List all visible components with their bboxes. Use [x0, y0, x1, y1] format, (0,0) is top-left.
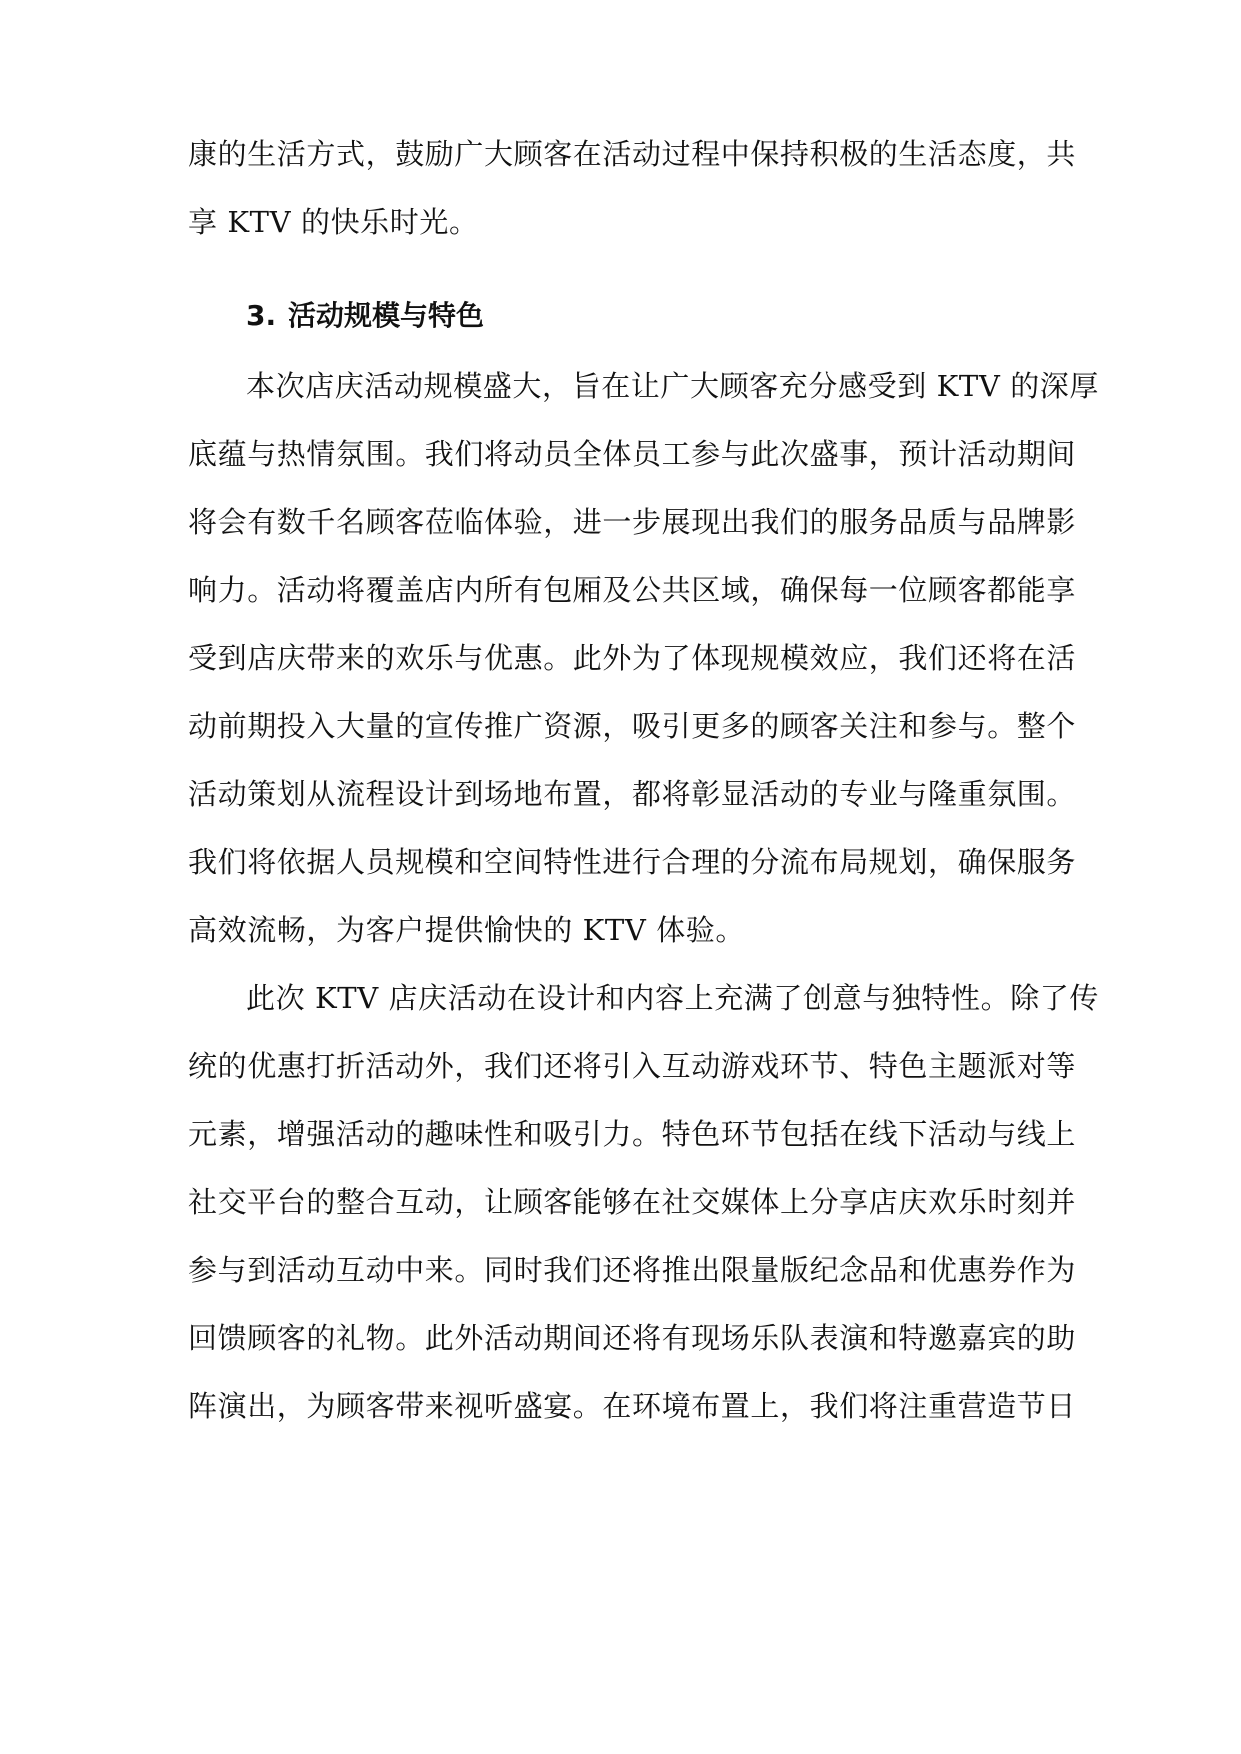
body-text-line: 康的生活方式，鼓励广大顾客在活动过程中保持积极的生活态度，共 — [188, 137, 1077, 171]
body-text-line: 回馈顾客的礼物。此外活动期间还将有现场乐队表演和特邀嘉宾的助 — [188, 1321, 1077, 1355]
body-text-line: 参与到活动互动中来。同时我们还将推出限量版纪念品和优惠券作为 — [188, 1253, 1077, 1287]
body-text-line: 受到店庆带来的欢乐与优惠。此外为了体现规模效应，我们还将在活 — [188, 641, 1077, 675]
body-text-line: 统的优惠打折活动外，我们还将引入互动游戏环节、特色主题派对等 — [188, 1049, 1077, 1083]
body-text-line: 元素，增强活动的趣味性和吸引力。特色环节包括在线下活动与线上 — [188, 1117, 1077, 1151]
section-number: 3. — [246, 299, 277, 332]
body-text-line: 响力。活动将覆盖店内所有包厢及公共区域，确保每一位顾客都能享 — [188, 573, 1077, 607]
body-text-line: 活动策划从流程设计到场地布置，都将彰显活动的专业与隆重氛围。 — [188, 777, 1077, 811]
body-text-line: 我们将依据人员规模和空间特性进行合理的分流布局规划，确保服务 — [188, 845, 1077, 879]
body-text-line: 阵演出，为顾客带来视听盛宴。在环境布置上，我们将注重营造节日 — [188, 1389, 1077, 1423]
body-text-line: 将会有数千名顾客莅临体验，进一步展现出我们的服务品质与品牌影 — [188, 505, 1077, 539]
paragraph-first-line: 此次 KTV 店庆活动在设计和内容上充满了创意与独特性。除了传 — [246, 981, 1099, 1015]
paragraph-first-line: 本次店庆活动规模盛大，旨在让广大顾客充分感受到 KTV 的深厚 — [246, 369, 1099, 403]
body-text-line: 社交平台的整合互动，让顾客能够在社交媒体上分享店庆欢乐时刻并 — [188, 1185, 1077, 1219]
body-text-line: 享 KTV 的快乐时光。 — [188, 205, 479, 239]
section-title: 活动规模与特色 — [288, 299, 485, 332]
body-text-line: 动前期投入大量的宣传推广资源，吸引更多的顾客关注和参与。整个 — [188, 709, 1077, 743]
section-heading — [246, 296, 484, 336]
body-text-line: 高效流畅，为客户提供愉快的 KTV 体验。 — [188, 913, 745, 947]
body-text-line: 底蕴与热情氛围。我们将动员全体员工参与此次盛事，预计活动期间 — [188, 437, 1077, 471]
